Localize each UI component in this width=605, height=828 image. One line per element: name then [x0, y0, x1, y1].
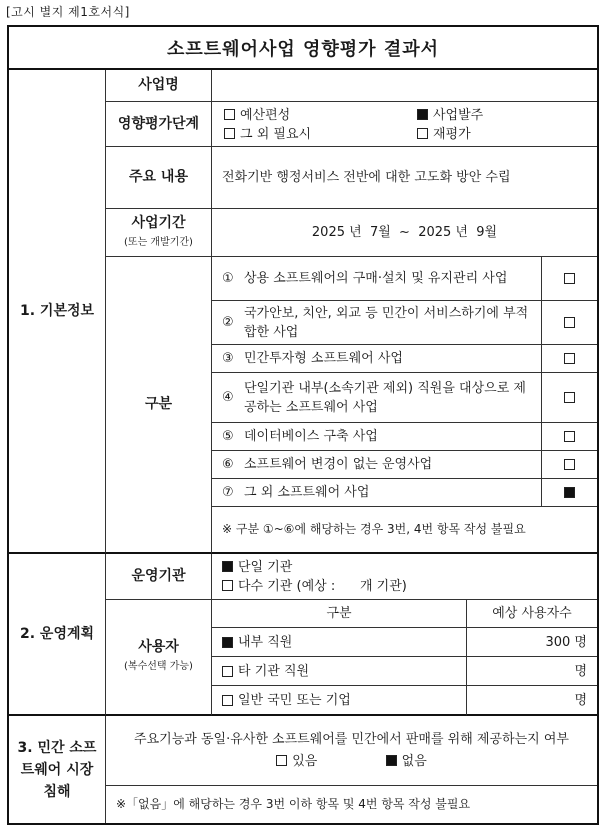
category-checkbox-6[interactable] — [564, 459, 575, 470]
users-header-type-text: 구분 — [326, 606, 352, 621]
category-check-cell-6 — [542, 451, 597, 479]
market-note: ※「없음」에 해당하는 경우 3번 이하 항목 및 4번 항목 작성 불필요 — [116, 797, 471, 811]
stage-order-checkbox[interactable] — [417, 109, 428, 120]
users-public-checkbox[interactable] — [222, 695, 233, 706]
category-text-6: 소프트웨어 변경이 없는 운영사업 — [244, 457, 433, 472]
users-header-type — [212, 600, 467, 628]
section-operation-label: 2. 운영계획 — [19, 625, 95, 642]
market-yes-checkbox[interactable] — [276, 755, 287, 766]
stage-label-text: 영향평가단계 — [117, 115, 200, 132]
form-code: [고시 별지 제1호서식] — [6, 5, 130, 19]
project-name-field[interactable] — [212, 70, 597, 102]
category-text-3: 민간투자형 소프트웨어 사업 — [244, 351, 403, 366]
category-text-5: 데이터베이스 구축 사업 — [244, 429, 378, 444]
content-label — [106, 147, 212, 209]
category-item-1 — [212, 257, 542, 301]
stage-option-budget[interactable] — [224, 106, 290, 125]
content-label-text: 주요 내용 — [129, 169, 188, 185]
category-check-cell-1 — [542, 257, 597, 301]
category-checkbox-5[interactable] — [564, 431, 575, 442]
category-checkbox-1[interactable] — [564, 273, 575, 284]
category-label-text: 구분 — [144, 396, 173, 412]
category-check-cell-2 — [542, 301, 597, 345]
users-label-text: 사용자 — [138, 639, 179, 655]
users-sublabel: (복수선택 가능) — [124, 661, 193, 672]
period-sublabel: (또는 개발기간) — [124, 236, 193, 248]
category-checkbox-3[interactable] — [564, 353, 575, 364]
section-basic-label: 1. 기본정보 — [19, 302, 95, 319]
agency-label-text: 운영기관 — [131, 568, 186, 584]
category-label — [106, 257, 212, 554]
project-name-label — [106, 70, 212, 102]
users-count-public[interactable] — [467, 686, 597, 716]
users-row-other-agency[interactable] — [212, 657, 467, 686]
category-num-3: ③ — [222, 351, 234, 366]
project-name-label-text: 사업명 — [138, 77, 179, 93]
stage-option-other[interactable] — [224, 125, 311, 144]
category-item-4 — [212, 373, 542, 423]
stage-budget-label: 예산편성 — [240, 108, 291, 123]
category-num-4: ④ — [222, 390, 234, 405]
users-public-label: 일반 국민 또는 기업 — [238, 692, 351, 708]
content-field[interactable] — [212, 147, 597, 209]
category-item-2 — [212, 301, 542, 345]
agency-single-label: 단일 기관 — [238, 560, 293, 575]
users-other-agency-checkbox[interactable] — [222, 666, 233, 677]
period-field[interactable] — [212, 209, 597, 257]
category-check-cell-5 — [542, 423, 597, 451]
market-no-checkbox[interactable] — [386, 755, 397, 766]
agency-multiple-checkbox[interactable] — [222, 580, 233, 591]
agency-multiple-label: 다수 기관 (예상 : 개 기관) — [238, 579, 407, 594]
stage-other-checkbox[interactable] — [224, 128, 235, 139]
form-title: 소프트웨어사업 영향평가 결과서 — [9, 27, 597, 70]
market-question-cell — [106, 716, 597, 786]
users-count-internal[interactable] — [467, 628, 597, 657]
category-item-7 — [212, 479, 542, 507]
section-market-label: 3. 민간 소프트웨어 시장침해 — [17, 739, 97, 800]
category-check-cell-4 — [542, 373, 597, 423]
content-value: 전화기반 행정서비스 전반에 대한 고도화 방안 수립 — [222, 170, 511, 185]
stage-reeval-label: 재평가 — [433, 127, 471, 142]
users-row-public[interactable] — [212, 686, 467, 716]
stage-option-reeval[interactable] — [417, 125, 471, 144]
section-operation — [9, 554, 106, 716]
users-public-count: 명 — [574, 692, 587, 708]
users-row-internal[interactable] — [212, 628, 467, 657]
stage-other-label: 그 외 필요시 — [240, 127, 312, 142]
period-value: 2025 년 7월 ~ 2025 년 9월 — [311, 225, 498, 240]
category-note-text: ※ 구분 ①~⑥에 해당하는 경우 3번, 4번 항목 작성 불필요 — [222, 522, 526, 536]
category-check-cell-7 — [542, 479, 597, 507]
users-other-agency-label: 타 기관 직원 — [238, 663, 310, 679]
market-yes-label: 있음 — [292, 754, 318, 769]
category-num-6: ⑥ — [222, 457, 234, 472]
category-item-6 — [212, 451, 542, 479]
category-item-5 — [212, 423, 542, 451]
users-internal-label: 내부 직원 — [238, 634, 293, 650]
section-market — [9, 716, 106, 823]
stage-reeval-checkbox[interactable] — [417, 128, 428, 139]
stage-label — [106, 102, 212, 147]
stage-order-label: 사업발주 — [433, 108, 484, 123]
users-count-other-agency[interactable] — [467, 657, 597, 686]
agency-single-checkbox[interactable] — [222, 561, 233, 572]
section-basic-info — [9, 70, 106, 554]
stage-options — [212, 102, 597, 147]
category-checkbox-2[interactable] — [564, 317, 575, 328]
agency-label — [106, 554, 212, 600]
category-text-7: 그 외 소프트웨어 사업 — [244, 485, 370, 500]
category-text-4: 단일기관 내부(소속기관 제외) 직원을 대상으로 제공하는 소프트웨어 사업 — [244, 380, 526, 415]
users-internal-checkbox[interactable] — [222, 637, 233, 648]
agency-options — [212, 554, 597, 600]
category-checkbox-4[interactable] — [564, 392, 575, 403]
category-item-3 — [212, 345, 542, 373]
category-check-cell-3 — [542, 345, 597, 373]
market-note-cell — [106, 786, 597, 823]
users-header-count — [467, 600, 597, 628]
category-note — [212, 507, 597, 554]
category-num-5: ⑤ — [222, 429, 234, 444]
market-question: 주요기능과 동일·유사한 소프트웨어를 민간에서 판매를 위해 제공하는지 여부 — [134, 732, 569, 747]
stage-option-order[interactable] — [417, 106, 483, 125]
period-label — [106, 209, 212, 257]
category-num-2: ② — [222, 315, 234, 330]
category-num-7: ⑦ — [222, 485, 234, 500]
category-num-1: ① — [222, 271, 234, 286]
market-option-yes[interactable] — [276, 754, 317, 769]
users-other-agency-count: 명 — [574, 663, 587, 679]
users-header-count-text: 예상 사용자수 — [492, 606, 572, 621]
agency-option-single[interactable] — [222, 558, 292, 577]
users-label — [106, 600, 212, 716]
category-checkbox-7[interactable] — [564, 487, 575, 498]
category-text-2: 국가안보, 치안, 외교 등 민간이 서비스하기에 부적합한 사업 — [244, 305, 529, 340]
period-label-text: 사업기간 — [131, 214, 186, 231]
market-option-no[interactable] — [386, 754, 427, 769]
form-frame — [7, 25, 599, 825]
stage-budget-checkbox[interactable] — [224, 109, 235, 120]
market-no-label: 없음 — [401, 754, 427, 769]
agency-option-multiple[interactable] — [222, 577, 407, 596]
users-internal-count: 300 명 — [545, 634, 587, 650]
category-text-1: 상용 소프트웨어의 구매·설치 및 유지관리 사업 — [244, 271, 508, 286]
